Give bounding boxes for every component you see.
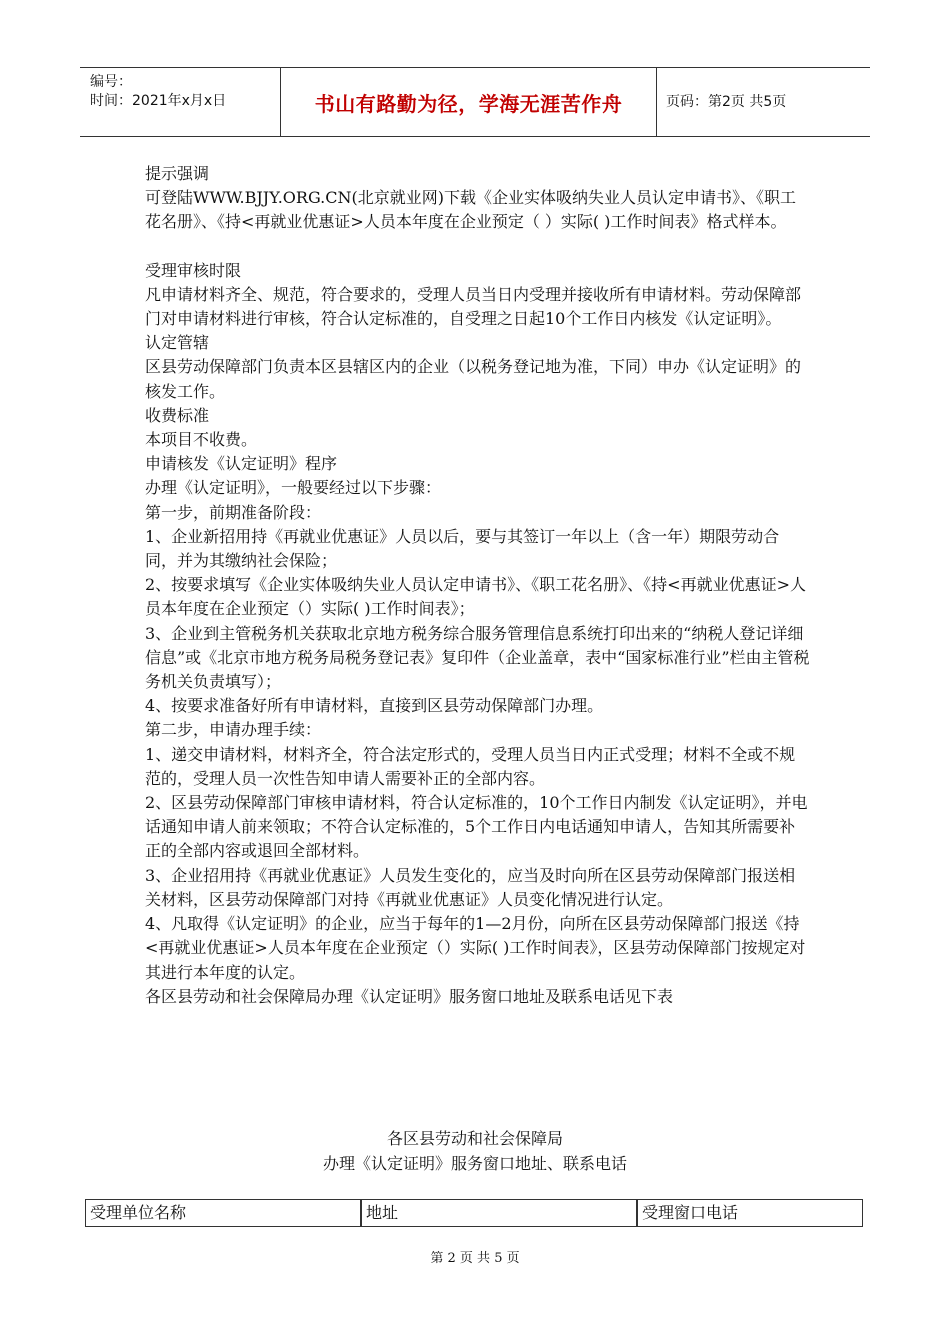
number-label: 编号： <box>90 74 132 90</box>
step-one-item-3: 3、企业到主管税务机关获取北京地方税务综合服务管理信息系统打印出来的“纳税人登记详细信息”或《北京市地方税务局税务登记表》复印件（企业盖章，表中“国家标准行业”栏由主管税务机关负责填写）； <box>145 623 810 692</box>
step-two-item-1: 1、递交申请材料，材料齐全，符合法定形式的，受理人员当日内正式受理；材料不全或不规范的，受理人员一次性告知申请人需要补正的全部内容。 <box>145 744 796 788</box>
step-one-heading: 第一步，前期准备阶段： <box>145 502 322 522</box>
header-page-cell <box>658 68 870 136</box>
step-one-item-1: 1、企业新招用持《再就业优惠证》人员以后，要与其签订一年以上（含一年）期限劳动合同，并为其缴纳社会保险； <box>145 526 780 571</box>
step-two-item-3: 3、企业招用持《再就业优惠证》人员发生变化的，应当及时向所在区县劳动保障部门报送相关材料，区县劳动保障部门对持《再就业优惠证》人员变化情况进行认定。 <box>145 865 796 909</box>
motto: 书山有路勤为径，学海无涯苦作舟 <box>314 91 623 116</box>
step-one-item-4: 4、按要求准备好所有申请材料，直接到区县劳动保障部门办理。 <box>145 696 604 716</box>
section-heading-procedure: 申请核发《认定证明》程序 <box>145 454 338 474</box>
section-heading-time-limit: 受理审核时限 <box>145 260 242 280</box>
page-header <box>80 67 870 137</box>
section-heading-fees: 收费标准 <box>145 405 210 425</box>
step-two-heading: 第二步，申请办理手续： <box>145 720 322 740</box>
step-one-item-2: 2、按要求填写《企业实体吸纳失业人员认定申请书》、《职工花名册》、《持<再就业优惠证>人员本年度在企业预定（）实际( )工作时间表》； <box>145 575 806 619</box>
column-header-phone: 受理窗口电话 <box>642 1203 739 1222</box>
column-header-unit: 受理单位名称 <box>86 1200 362 1226</box>
header-motto-cell <box>281 68 657 136</box>
paragraph-procedure-intro: 办理《认定证明》，一般要经过以下步骤： <box>145 478 442 498</box>
document-body <box>145 162 810 1009</box>
paragraph-table-intro: 各区县劳动和社会保障局办理《认定证明》服务窗口地址及联系电话见下表 <box>145 986 674 1006</box>
blank-line <box>145 235 810 259</box>
column-header-address: 地址 <box>362 1200 638 1226</box>
step-two-item-4: 4、凡取得《认定证明》的企业，应当于每年的1—2月份，向所在区县劳动保障部门报送《持<再就业优惠证>人员本年度在企业预定（）实际( )工作时间表》，区县劳动保障部门按规定对其进行本年度的认定。 <box>145 914 806 982</box>
section-heading-jurisdiction: 认定管辖 <box>145 333 210 353</box>
section-heading-tips: 提示强调 <box>145 164 210 183</box>
page-info: 页码：第2页 共5页 <box>666 94 787 110</box>
paragraph-download: 可登陆WWW.BJJY.ORG.CN(北京就业网)下载《企业实体吸纳失业人员认定申请书》、《职工花名册》、《持<再就业优惠证>人员本年度在企业预定（ ）实际( )工作时间表》格式样本。 <box>145 188 796 232</box>
page-footer: 第 2 页 共 5 页 <box>430 1251 520 1266</box>
paragraph-fees: 本项目不收费。 <box>145 430 258 450</box>
header-meta <box>80 68 281 136</box>
contact-table-header <box>85 1199 863 1227</box>
table-title-line1: 各区县劳动和社会保障局 <box>386 1129 563 1148</box>
paragraph-time-limit: 凡申请材料齐全、规范，符合要求的，受理人员当日内受理并接收所有申请材料。劳动保障部门对申请材料进行审核，符合认定标准的，自受理之日起10个工作日内核发《认定证明》。 <box>145 284 802 329</box>
paragraph-jurisdiction: 区县劳动保障部门负责本区县辖区内的企业（以税务登记地为准，下同）申办《认定证明》的核发工作。 <box>145 357 802 401</box>
step-two-item-2: 2、区县劳动保障部门审核申请材料，符合认定标准的，10个工作日内制发《认定证明》，并电话通知申请人前来领取；不符合认定标准的，5个工作日内电话通知申请人，告知其所需要补正的全部内容或退回全部材料。 <box>145 793 808 861</box>
time-label: 时间：2021年x月x日 <box>90 93 227 109</box>
table-title-line2: 办理《认定证明》服务窗口地址、联系电话 <box>322 1154 627 1173</box>
